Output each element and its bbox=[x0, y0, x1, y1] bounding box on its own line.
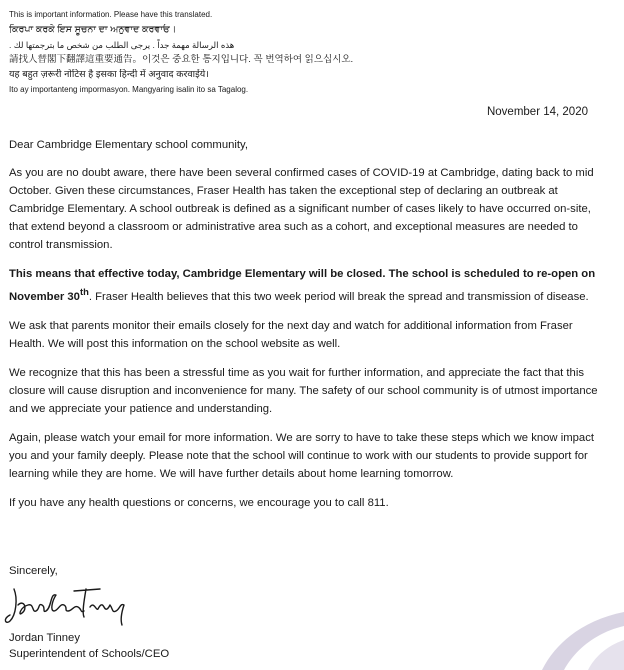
translation-punjabi: ਕਿਰਪਾ ਕਰਕੇ ਇਸ ਸੂਚਨਾ ਦਾ ਅਨੁਵਾਦ ਕਰਵਾਓ। bbox=[9, 24, 177, 35]
translation-arabic: هذه الرسالة مهمة جداً . يرجى الطلب من شخص ما بترجمتها لك . bbox=[9, 40, 235, 50]
translation-tagalog: Ito ay importanteng impormasyon. Mangyaring isalin ito sa Tagalog. bbox=[9, 85, 249, 94]
signature bbox=[4, 581, 132, 627]
paragraph-watch-email: Again, please watch your email for more information. We are sorry to have to take these steps which we know impact you and your family deeply. Please note that the school will continue to work with our students to provide support for learning while they are home. We will have further details about home learning tomorrow. bbox=[9, 431, 594, 480]
translation-hindi: यह बहुत ज़रूरी नोटिस है इसका हिन्दी में अनुवाद करवाईये। bbox=[9, 69, 209, 80]
paragraph-monitor-email: We ask that parents monitor their emails closely for the next day and watch for additional information from Fraser Health. We will post this information on the school website as well. bbox=[9, 319, 573, 350]
translation-notice bbox=[9, 9, 609, 99]
closure-notice-rest: . Fraser Health believes that this two week period will break the spread and transmission of disease. bbox=[88, 290, 589, 303]
closure-notice-bold: This means that effective today, Cambridge Elementary will be closed. The school is scheduled to re-open on November 30 bbox=[9, 268, 596, 303]
signer-block bbox=[9, 630, 169, 662]
letter-body bbox=[9, 136, 599, 523]
translation-chinese-korean: 請找人替閣下翻譯這重要通告。이것은 중요한 통지입니다. 꼭 번역하여 읽으십시오. bbox=[9, 54, 354, 65]
decorative-swoosh bbox=[494, 590, 624, 670]
paragraph-closure bbox=[9, 265, 599, 306]
salutation: Dear Cambridge Elementary school community, bbox=[9, 139, 248, 151]
date-ordinal: th bbox=[79, 286, 89, 297]
signer-name: Jordan Tinney bbox=[9, 632, 80, 644]
signer-title: Superintendent of Schools/CEO bbox=[9, 648, 170, 660]
paragraph-outbreak: As you are no doubt aware, there have been several confirmed cases of COVID-19 at Cambridge, dating back to mid October. Given these circumstances, Fraser Health has taken the exceptional step of declaring an outbreak at Cambridge Elementary. A school outbreak is defined as a significant number of cases likely to have occurred on-site, that extend beyond a classroom or administrative area such as a cohort, and exceptional measures are needed to control transmission. bbox=[9, 167, 594, 251]
paragraph-health-contact: If you have any health questions or concerns, we encourage you to call 811. bbox=[9, 496, 389, 509]
letter-date: November 14, 2020 bbox=[486, 106, 588, 118]
translation-english: This is important information. Please have this translated. bbox=[9, 10, 213, 19]
paragraph-recognition: We recognize that this has been a stressful time as you wait for further information, and appreciate the fact that this closure will cause disruption and inconvenience for many. The safety of our school community is of utmost importance and we appreciate your patience and understanding. bbox=[9, 366, 598, 415]
closing: Sincerely, bbox=[9, 565, 58, 577]
